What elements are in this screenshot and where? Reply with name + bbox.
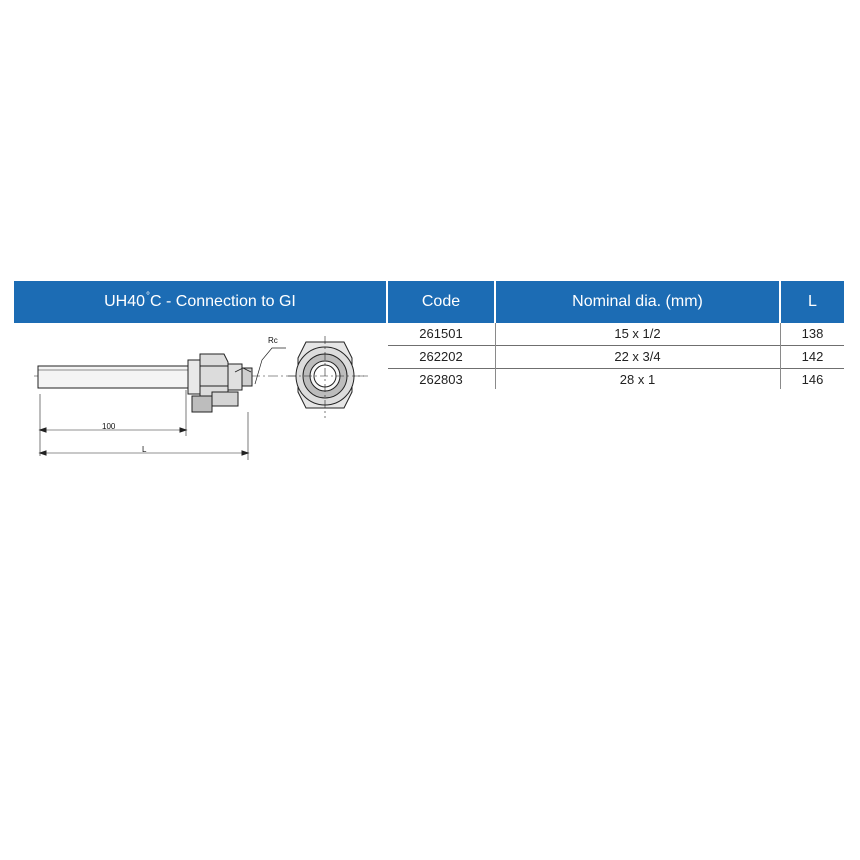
cell-nominal: 15 x 1/2 — [614, 326, 661, 341]
cell-code: 261501 — [419, 326, 463, 341]
cell-code: 262803 — [419, 372, 463, 387]
column-divider — [780, 323, 781, 389]
dimension-100-label: 100 — [102, 422, 116, 431]
table-row — [388, 369, 844, 392]
title-rest: C - Connection to GI — [150, 293, 296, 310]
column-header-nominal-dia: Nominal dia. (mm) — [496, 281, 779, 323]
column-header-length: L — [781, 281, 844, 323]
degree-symbol: ° — [146, 290, 151, 302]
column-header-code: Code — [388, 281, 494, 323]
cell-length: 146 — [801, 372, 824, 387]
column-divider — [495, 323, 496, 389]
table-row — [388, 323, 844, 346]
fitting-technical-drawing — [30, 326, 370, 466]
cell-nominal: 28 x 1 — [619, 372, 656, 387]
title-main: UH40 — [104, 293, 146, 310]
table-row — [388, 346, 844, 369]
cell-length: 138 — [801, 326, 824, 341]
cell-length: 142 — [801, 349, 824, 364]
fitting-drawing-svg — [30, 326, 370, 466]
spec-table — [388, 323, 844, 392]
product-title-header — [14, 281, 386, 323]
thread-rc-label: Rc — [268, 336, 278, 345]
cell-nominal: 22 x 3/4 — [614, 349, 661, 364]
dimension-l-label: L — [142, 445, 147, 454]
cell-code: 262202 — [419, 349, 463, 364]
